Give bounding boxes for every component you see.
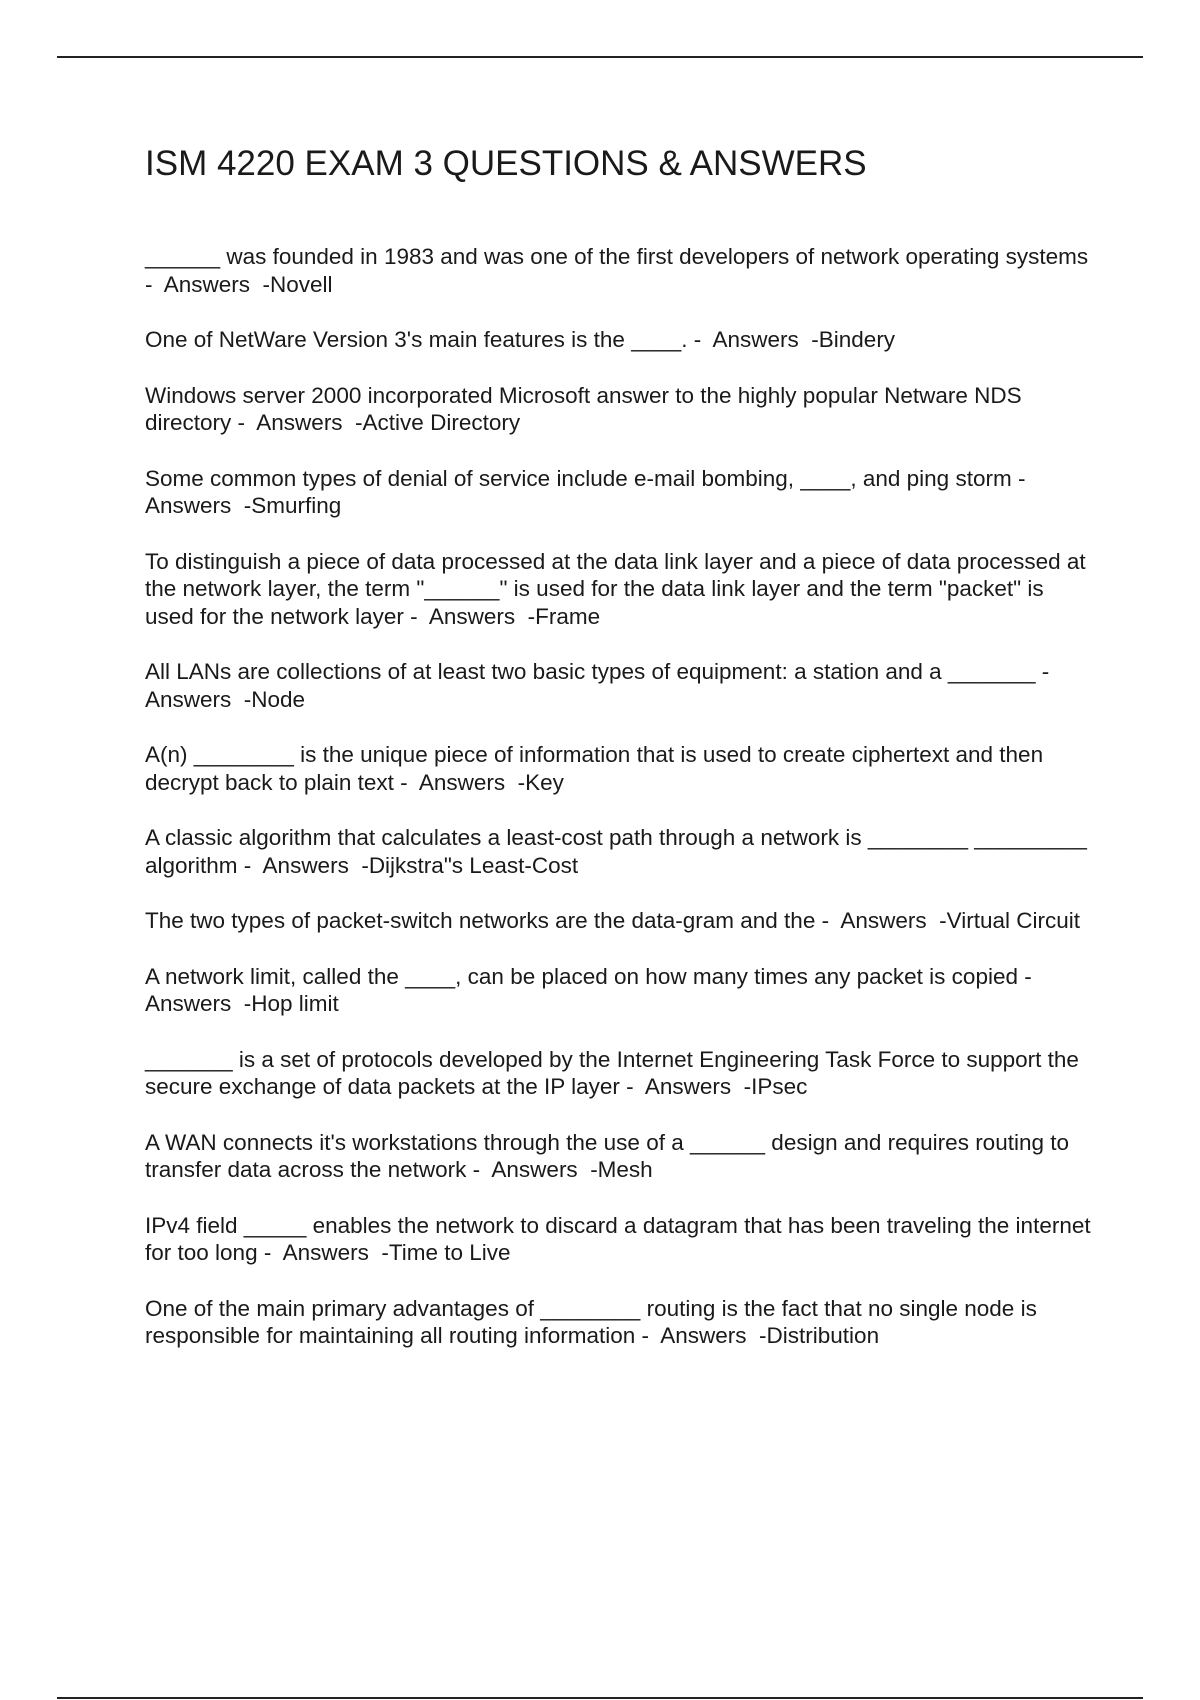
qa-text: A network limit, called the ____, can be placed on how many times any packet is copied - Answers -Hop limit bbox=[145, 963, 1043, 1016]
qa-item bbox=[145, 465, 1095, 520]
document-title: ISM 4220 EXAM 3 QUESTIONS & ANSWERS bbox=[145, 144, 867, 183]
qa-text: IPv4 field _____ enables the network to discard a datagram that has been traveling the internet for too long - Answers -Time to Live bbox=[145, 1212, 1097, 1265]
document-body bbox=[145, 142, 1095, 1378]
qa-text: ______ was founded in 1983 and was one of the first developers of network operating systems - Answers -Novell bbox=[145, 244, 1095, 297]
qa-item bbox=[145, 382, 1095, 437]
qa-item bbox=[145, 548, 1095, 631]
qa-item bbox=[145, 243, 1095, 298]
qa-item bbox=[145, 1212, 1095, 1267]
header-rule bbox=[57, 56, 1143, 58]
qa-text: Windows server 2000 incorporated Microsoft answer to the highly popular Netware NDS directory - Answers -Active Directory bbox=[145, 382, 1028, 435]
qa-text: The two types of packet-switch networks are the data-gram and the - Answers -Virtual Circuit bbox=[145, 908, 1080, 933]
qa-item bbox=[145, 658, 1095, 713]
qa-item bbox=[145, 907, 1095, 935]
qa-item bbox=[145, 963, 1095, 1018]
qa-item bbox=[145, 741, 1095, 796]
qa-item bbox=[145, 1046, 1095, 1101]
qa-item bbox=[145, 326, 1095, 354]
qa-text: All LANs are collections of at least two basic types of equipment: a station and a _______ - Answers -Node bbox=[145, 659, 1061, 712]
footer-rule bbox=[57, 1697, 1143, 1699]
qa-item bbox=[145, 1129, 1095, 1184]
qa-item bbox=[145, 824, 1095, 879]
qa-text: To distinguish a piece of data processed at the data link layer and a piece of data processed at the network layer, the term "______" is used for the data link layer and the term "packet" is used for the network layer - Answers -Frame bbox=[145, 548, 1092, 629]
qa-item bbox=[145, 1295, 1095, 1350]
qa-text: One of NetWare Version 3's main features is the ____. - Answers -Bindery bbox=[145, 327, 896, 352]
qa-text: A classic algorithm that calculates a least-cost path through a network is ________ _________ algorithm - Answers -Dijkstra"s Least-Cost bbox=[145, 825, 1094, 878]
qa-text: A WAN connects it's workstations through the use of a ______ design and requires routing to transfer data across the network - Answers -Mesh bbox=[145, 1129, 1076, 1182]
qa-text: One of the main primary advantages of ________ routing is the fact that no single node is responsible for maintaining all routing information - Answers -Distribution bbox=[145, 1295, 1044, 1348]
qa-text: A(n) ________ is the unique piece of information that is used to create ciphertext and then decrypt back to plain text - Answers -Key bbox=[145, 742, 1050, 795]
qa-text: _______ is a set of protocols developed by the Internet Engineering Task Force to support the secure exchange of data packets at the IP layer - Answers -IPsec bbox=[145, 1046, 1086, 1099]
qa-text: Some common types of denial of service include e-mail bombing, ____, and ping storm - Answers -Smurfing bbox=[145, 465, 1037, 518]
